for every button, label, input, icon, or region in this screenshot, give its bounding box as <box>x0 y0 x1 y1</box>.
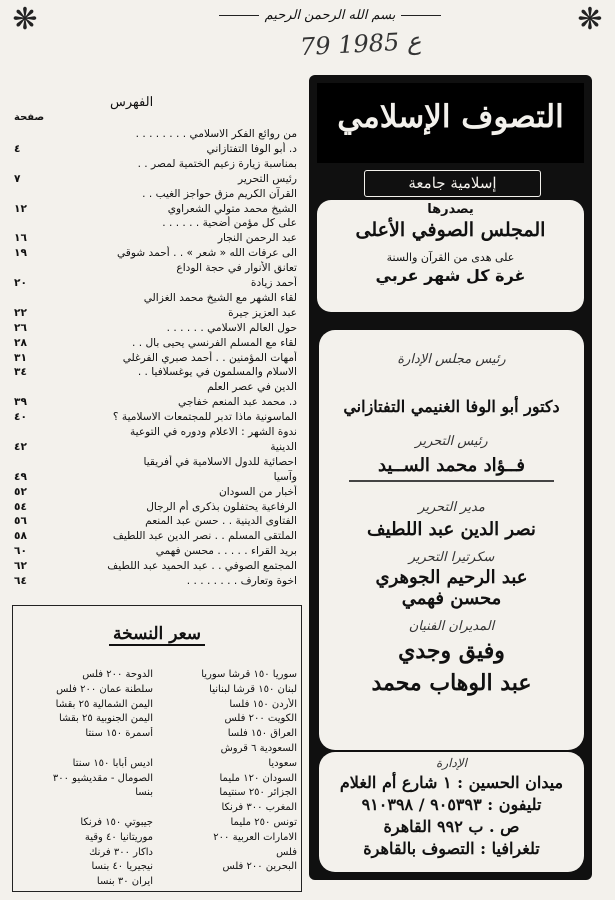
toc-item <box>14 231 297 245</box>
toc-item-title: أخبار من السودان <box>218 485 297 498</box>
admin-label: الإدارة <box>436 756 467 770</box>
admin-telegraph: تلغرافيا : التصوف بالقاهرة <box>363 839 540 858</box>
toc-item-page: ٢٢ <box>14 306 27 319</box>
price-entry: جيبوتي ١٥٠ فرنكا <box>80 816 153 828</box>
toc-item <box>14 380 297 394</box>
toc-item <box>14 365 297 379</box>
frequency-line: غرة كل شهر عربي <box>375 266 526 285</box>
price-entry: السعودية ٦ قروش <box>220 742 297 754</box>
toc-item-title: لقاء الشهر مع الشيخ محمد الغزالي <box>143 291 297 304</box>
toc-item <box>14 470 297 484</box>
basmala: بسم الله الرحمن الرحيم <box>200 8 460 23</box>
price-entry: البحرين ٢٠٠ فلس <box>222 861 297 873</box>
toc-item-page: ٣٩ <box>14 396 27 409</box>
toc-item-title: حول العالم الاسلامي . . . . . . <box>166 321 297 334</box>
price-entry: اليمن الجنوبية ٢٥ بقشا <box>59 713 153 725</box>
publisher-prefix: يصدرها <box>427 202 474 217</box>
toc-item-title: أمهات المؤمنين . . أحمد صبري الفرغلي <box>122 351 297 364</box>
price-entry: الصومال - مقديشيو ٣٠٠ <box>52 772 153 784</box>
toc-item <box>14 306 297 320</box>
toc-item-title: احصائية للدول الاسلامية في أفريقيا <box>143 455 297 468</box>
toc-item-title: الرفاعية يحتفلون بذكرى أم الرجال <box>146 500 297 513</box>
price-title: سعر النسخة <box>13 624 301 644</box>
toc-item <box>14 216 297 230</box>
toc-item <box>14 500 297 514</box>
price-entry: اليمن الشمالية ٢٥ بقشا <box>55 698 153 710</box>
price-entry: موريتانيا ٤٠ وقية <box>84 831 153 843</box>
toc-item <box>14 351 297 365</box>
toc-item-title: ندوة الشهر : الاعلام ودوره في التوعية <box>129 426 297 438</box>
toc-item <box>14 291 297 305</box>
price-entry: سعوديا <box>268 757 297 769</box>
toc-item <box>14 142 297 156</box>
toc-item-title: المجتمع الصوفي . . عبد الحميد عبد اللطيف <box>107 560 297 573</box>
toc-item-page: ٤٩ <box>14 470 27 483</box>
staff-role: رئيس التحرير <box>415 434 488 449</box>
staff-name: عبد الوهاب محمد <box>371 670 532 696</box>
toc-item-title: الشيخ محمد متولي الشعراوي <box>167 202 297 215</box>
toc-item-title: الدين في عصر العلم <box>207 381 297 394</box>
toc-item-title: الملتقى المسلم . . نصر الدين عبد اللطيف <box>112 530 297 543</box>
toc-item-page: ٢٨ <box>14 336 27 349</box>
toc-item <box>14 276 297 290</box>
toc-item-page: ٥٤ <box>14 500 27 513</box>
toc-item-title: بريد القراء . . . . . محسن فهمي <box>155 545 297 558</box>
staff-box <box>319 330 584 750</box>
toc-item-page: ٦٢ <box>14 560 27 573</box>
price-entry: الجزائر ٢٥٠ سنتيما <box>219 787 297 799</box>
toc-item-page: ٣١ <box>14 351 27 364</box>
staff-role: رئيس مجلس الإدارة <box>397 352 506 367</box>
toc-item-page: ٦٠ <box>14 545 27 558</box>
toc-item-page: ٤٢ <box>14 440 27 453</box>
price-entry: ايران ٣٠ بنسا <box>96 876 153 888</box>
price-entry <box>13 801 153 816</box>
price-entry: سلطنة عمان ٢٠٠ فلس <box>56 683 153 695</box>
toc-item <box>14 187 297 201</box>
toc-item <box>14 261 297 275</box>
toc-item-title: الى عرفات الله « شعر » . . أحمد شوقي <box>116 247 297 260</box>
toc-item-page: ٦٤ <box>14 575 27 587</box>
toc-item <box>14 425 297 439</box>
toc-item-page: ٥٨ <box>14 530 27 543</box>
toc-item-page: ٤٠ <box>14 411 27 424</box>
price-column-right <box>157 668 297 875</box>
price-entry: فلس <box>276 846 297 858</box>
admin-phone: تليفون : ٩٠٥٣٩٣ / ٩١٠٣٩٨ <box>361 795 542 814</box>
price-column-left <box>13 668 153 890</box>
toc-item <box>14 157 297 171</box>
price-entry: الدوحة ٢٠٠ فلس <box>82 669 153 680</box>
ornament-icon: ❋ <box>577 2 603 37</box>
toc-item-title: عبد الرحمن النجار <box>217 232 297 245</box>
toc-item-title: وآسيا <box>273 470 297 483</box>
price-entry: نيجيريا ٤٠ بنسا <box>91 861 153 873</box>
price-entry: سوريا ١٥٠ قرشا سوريا <box>201 669 297 680</box>
toc-item <box>14 336 297 350</box>
toc-item-page: ٥٦ <box>14 515 27 528</box>
toc-item-title: من روائع الفكر الاسلامي . . . . . . . . <box>135 128 297 140</box>
toc-item-title: الفتاوى الدينية . . حسن عبد المنعم <box>145 515 297 528</box>
toc-item-page: ٢٠ <box>14 277 27 289</box>
toc-item <box>14 246 297 260</box>
toc-item-title: بمناسبة زيارة زعيم الختمية لمصر . . <box>137 157 297 170</box>
toc-item-page: ٤ <box>14 142 21 155</box>
ornament-icon: ❋ <box>12 2 38 37</box>
price-entry: داكار ٣٠٠ فرنك <box>89 846 153 858</box>
toc-item <box>14 529 297 543</box>
administration-box <box>319 752 584 872</box>
admin-po-box: ص . ب ٩٩٢ القاهرة <box>383 817 520 836</box>
staff-role: المديران الفنيان <box>408 619 495 634</box>
staff-name: محسن فهمي <box>401 588 502 609</box>
toc-item <box>14 395 297 409</box>
toc-item-page: ٧ <box>14 172 21 185</box>
publisher-box <box>317 200 584 312</box>
toc-item-page: ٣٤ <box>14 366 27 379</box>
contents-title: الفهرس <box>110 95 154 110</box>
price-entry: الامارات العربية ٢٠٠ <box>213 831 297 843</box>
toc-item-title: على كل مؤمن أضحية . . . . . . <box>162 217 297 230</box>
masthead-panel <box>309 75 592 880</box>
toc-item-page: ١٢ <box>14 202 27 215</box>
price-entry: تونس ٢٥٠ مليما <box>230 816 297 828</box>
toc-item-page: ٥٢ <box>14 485 27 498</box>
handwritten-note: 79 ع 1985 <box>299 26 422 62</box>
toc-item <box>14 202 297 216</box>
price-box <box>12 605 302 892</box>
magazine-title: التصوف الإسلامي <box>337 99 564 135</box>
toc-item <box>14 544 297 558</box>
toc-item-page: ٢٦ <box>14 321 27 334</box>
toc-item <box>14 574 297 588</box>
magazine-subtitle: إسلامية جامعة <box>364 170 541 197</box>
price-entry: الأردن ١٥٠ فلسا <box>229 698 297 710</box>
staff-name: عبد الرحيم الجوهري <box>375 567 528 588</box>
toc-item <box>14 559 297 573</box>
toc-item-title: تعانق الأنوار في حجة الوداع <box>176 262 297 275</box>
toc-item-page: ١٩ <box>14 247 27 260</box>
page-column-label: صفحة <box>14 112 45 123</box>
toc-item <box>14 485 297 499</box>
price-entry: اديس أبابا ١٥٠ سنتا <box>72 757 153 769</box>
toc-item-page: ١٦ <box>14 232 27 245</box>
table-of-contents <box>14 95 297 595</box>
price-entry: بنسا <box>135 787 153 799</box>
publisher-name: المجلس الصوفي الأعلى <box>355 219 546 241</box>
toc-item-title: الدينية <box>270 440 297 453</box>
toc-item <box>14 455 297 469</box>
staff-name: فــؤاد محمد الســيد <box>377 455 526 476</box>
toc-item <box>14 514 297 528</box>
toc-item-title: أحمد زيادة <box>250 277 297 289</box>
price-entry: أسمرة ١٥٠ سنتا <box>85 728 153 740</box>
price-entry: الكويت ٢٠٠ فلس <box>224 713 297 725</box>
toc-item-title: الماسونية ماذا تدبر للمجتمعات الاسلامية ؟ <box>112 411 297 424</box>
price-entry: لبنان ١٥٠ قرشا لبنانيا <box>209 683 297 695</box>
price-entry <box>13 742 153 757</box>
toc-item-title: عبد العزيز جيرة <box>228 306 297 319</box>
staff-role: مدير التحرير <box>418 500 485 515</box>
price-entry: العراق ١٥٠ فلسا <box>227 728 297 740</box>
toc-item <box>14 321 297 335</box>
admin-address: ميدان الحسين : ١ شارع أم الغلام <box>339 773 564 792</box>
toc-item <box>14 127 297 141</box>
toc-item-title: لقاء مع المسلم الفرنسي يحيى بال . . <box>131 336 297 349</box>
staff-name: دكتور أبو الوفا الغنيمي التفتازاني <box>343 397 560 416</box>
toc-item-title: رئيس التحرير <box>238 172 297 185</box>
toc-item-title: د. محمد عبد المنعم خفاجي <box>178 396 297 409</box>
price-entry: السودان ١٢٠ مليما <box>219 772 297 784</box>
title-box <box>317 83 584 163</box>
toc-item-title: د. أبو الوفا التفتازاني <box>206 142 297 155</box>
toc-item-title: اخوة وتعارف . . . . . . . . <box>186 575 297 587</box>
guidance-line: على هدى من القرآن والسنة <box>386 251 515 264</box>
staff-name: وفيق وجدي <box>398 638 505 664</box>
staff-name: نصر الدين عبد اللطيف <box>367 519 536 540</box>
toc-item-title: الاسلام والمسلمون في يوغسلافيا . . <box>137 366 297 379</box>
toc-item <box>14 172 297 186</box>
staff-role: سكرتيرا التحرير <box>408 550 495 565</box>
toc-item <box>14 410 297 424</box>
toc-item <box>14 440 297 454</box>
toc-item-title: القرآن الكريم مزق حواجز الغيب . . <box>142 187 297 200</box>
price-entry: المغرب ٣٠٠ فرنكا <box>221 802 297 814</box>
